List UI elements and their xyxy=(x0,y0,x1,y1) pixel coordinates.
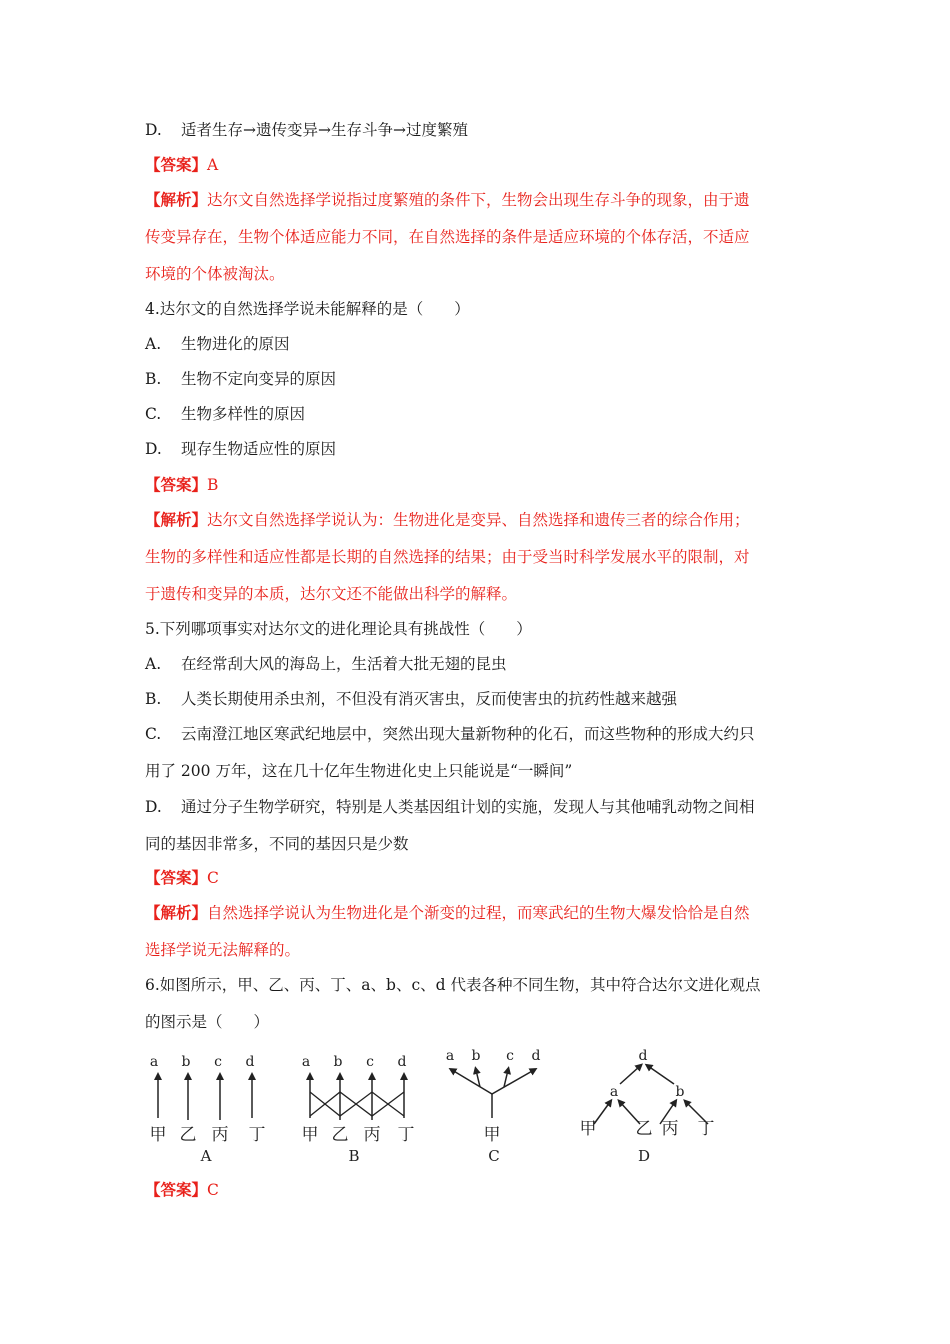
diagram-a-top-label: a xyxy=(149,1054,159,1070)
q3-analysis-line: 传变异存在，生物个体适应能力不同，在自然选择的条件是适应环境的个体存活，不适应 xyxy=(145,228,750,246)
q6-stem-line: 的图示是（ ） xyxy=(145,1013,270,1031)
q4-analysis-line: 生物的多样性和适应性都是长期的自然选择的结果；由于受当时科学发展水平的限制，对 xyxy=(145,548,750,566)
q3-option-d: D. 适者生存→遗传变异→生存斗争→过度繁殖 xyxy=(145,121,468,139)
diagram-b-bottom-label: 甲 xyxy=(301,1125,319,1145)
diagram-panel-a xyxy=(150,1054,266,1165)
q4-option-c: C. 生物多样性的原因 xyxy=(145,405,306,423)
diagram-c-top-label: a xyxy=(445,1048,455,1064)
q5-option-c-continued: 用了 200 万年，这在几十亿年生物进化史上只能说是“一瞬间” xyxy=(145,762,573,780)
diagram-d-mid-label: b xyxy=(675,1084,685,1100)
diagram-c-arrow xyxy=(452,1070,492,1094)
diagram-panel-c xyxy=(446,1048,541,1165)
q4-option-b: B. 生物不定向变异的原因 xyxy=(145,370,337,388)
diagram-d-arrow xyxy=(648,1066,674,1084)
diagram-c-panel-label: C xyxy=(488,1147,500,1165)
diagram-panel-b xyxy=(302,1054,415,1165)
q3-analysis-line: 环境的个体被淘汰。 xyxy=(145,265,285,283)
diagram-d-arrow xyxy=(620,1066,640,1084)
diagram-d-leaf-label: 甲 xyxy=(579,1119,597,1139)
q6-answer: 【答案】C xyxy=(145,1180,219,1199)
q4-option-d: D. 现存生物适应性的原因 xyxy=(145,440,337,458)
diagram-a-bottom-label: 丁 xyxy=(248,1125,266,1145)
q5-answer: 【答案】C xyxy=(145,868,219,887)
diagram-d-leaf-label: 丙 xyxy=(661,1119,679,1139)
diagram-b-top-label: b xyxy=(333,1054,343,1070)
q5-stem: 5.下列哪项事实对达尔文的进化理论具有挑战性（ ） xyxy=(145,620,532,638)
q3-analysis-line: 【解析】达尔文自然选择学说指过度繁殖的条件下，生物会出现生存斗争的现象，由于遗 xyxy=(145,190,750,209)
diagram-b-top-label: a xyxy=(301,1054,311,1070)
diagram-d-top-label: d xyxy=(638,1048,648,1064)
diagram-b-panel-label: B xyxy=(348,1147,360,1165)
q4-answer: 【答案】B xyxy=(145,475,219,494)
q5-option-c: C. 云南澄江地区寒武纪地层中，突然出现大量新物种的化石，而这些物种的形成大约只 xyxy=(145,725,755,743)
q5-option-d: D. 通过分子生物学研究，特别是人类基因组计划的实施，发现人与其他哺乳动物之间相 xyxy=(145,798,755,816)
diagram-a-top-label: c xyxy=(214,1054,222,1070)
diagram-b-bottom-label: 乙 xyxy=(331,1125,349,1145)
diagram-a-panel-label: A xyxy=(200,1147,212,1165)
diagram-b-top-label: d xyxy=(397,1054,407,1070)
q4-analysis-line: 于遗传和变异的本质，达尔文还不能做出科学的解释。 xyxy=(145,585,518,603)
q3-answer: 【答案】A xyxy=(145,155,219,174)
diagram-a-top-label: b xyxy=(181,1054,191,1070)
diagram-a-bottom-label: 甲 xyxy=(149,1125,167,1145)
diagram-a-top-label: d xyxy=(245,1054,255,1070)
diagram-c-top-label: d xyxy=(531,1048,541,1064)
diagram-c-arrow xyxy=(492,1070,534,1094)
diagram-d-leaf-label: 乙 xyxy=(635,1119,653,1139)
diagram-b-bottom-label: 丁 xyxy=(397,1125,415,1145)
q6-stem-line: 6.如图所示，甲、乙、丙、丁、a、b、c、d 代表各种不同生物，其中符合达尔文进化观点 xyxy=(145,976,761,994)
diagram-b-cross-line xyxy=(310,1092,404,1116)
diagram-d-panel-label: D xyxy=(637,1147,651,1165)
diagram-b-bottom-label: 丙 xyxy=(363,1125,381,1145)
q5-option-b: B. 人类长期使用杀虫剂，不但没有消灭害虫，反而使害虫的抗药性越来越强 xyxy=(145,690,678,708)
q5-option-a: A. 在经常刮大风的海岛上，生活着大批无翅的昆虫 xyxy=(145,655,507,673)
diagram-d-leaf-label: 丁 xyxy=(697,1119,715,1139)
q5-analysis-line: 选择学说无法解释的。 xyxy=(145,941,301,959)
diagram-a-bottom-label: 乙 xyxy=(179,1125,197,1145)
diagram-c-top-label: c xyxy=(506,1048,514,1064)
evolution-diagram-figure xyxy=(140,1040,740,1165)
q4-option-a: A. 生物进化的原因 xyxy=(145,335,290,353)
diagram-a-bottom-label: 丙 xyxy=(211,1125,229,1145)
diagram-c-top-label: b xyxy=(471,1048,481,1064)
diagram-b-top-label: c xyxy=(366,1054,374,1070)
diagram-c-root-label: 甲 xyxy=(483,1125,501,1145)
q4-analysis-line: 【解析】达尔文自然选择学说认为：生物进化是变异、自然选择和遗传三者的综合作用； xyxy=(145,510,750,529)
q5-option-d-continued: 同的基因非常多，不同的基因只是少数 xyxy=(145,835,409,853)
diagram-panel-d xyxy=(580,1048,715,1165)
q4-stem: 4.达尔文的自然选择学说未能解释的是（ ） xyxy=(145,300,470,318)
q5-analysis-line: 【解析】自然选择学说认为生物进化是个渐变的过程，而寒武纪的生物大爆发恰恰是自然 xyxy=(145,903,750,922)
diagram-d-mid-label: a xyxy=(609,1084,619,1100)
